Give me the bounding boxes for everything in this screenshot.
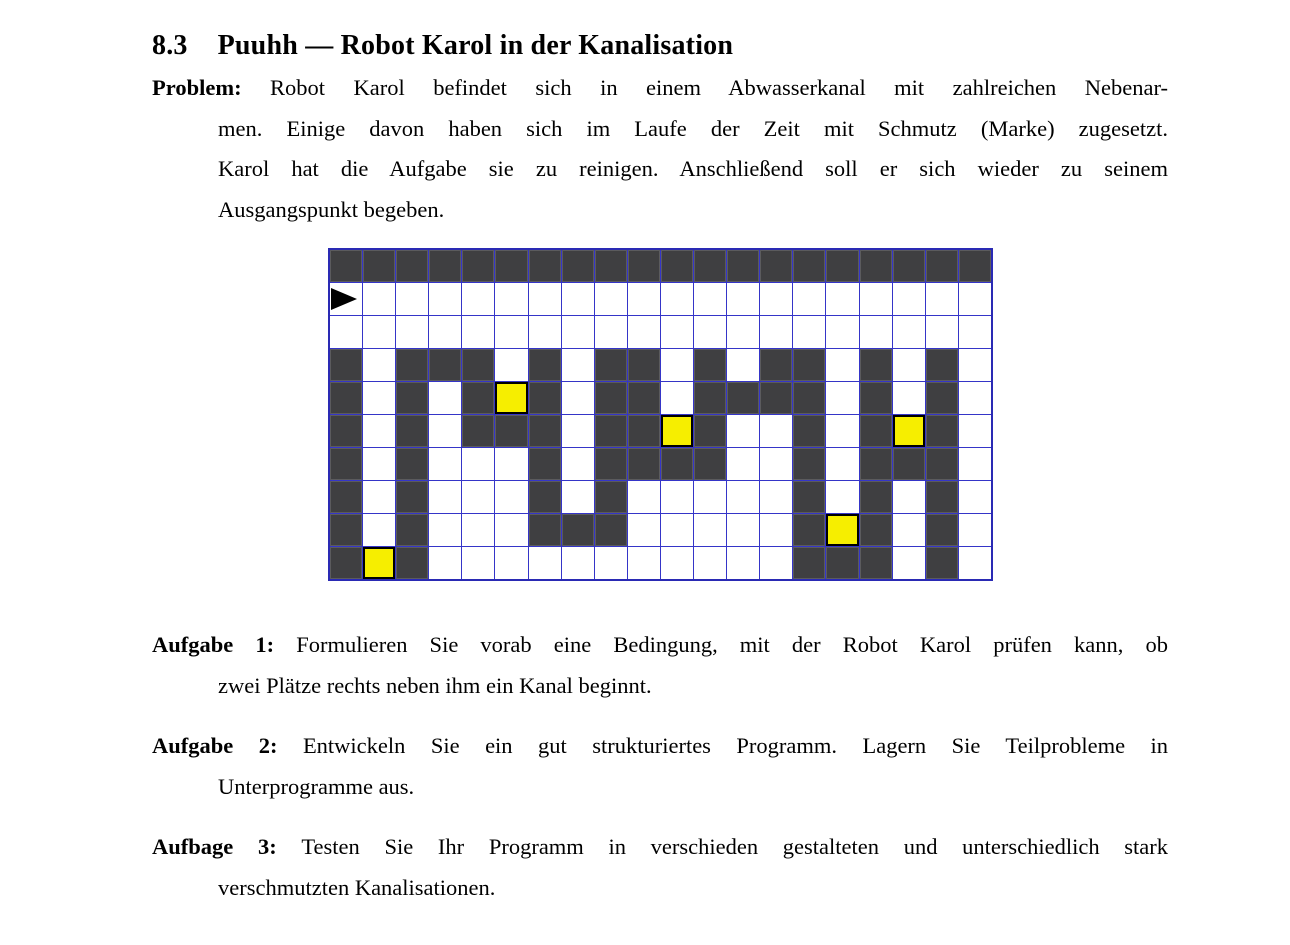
free-cell	[628, 547, 660, 579]
free-cell	[826, 316, 858, 348]
free-cell	[628, 283, 660, 315]
free-cell	[694, 283, 726, 315]
wall-cell	[694, 250, 726, 282]
free-cell	[893, 382, 925, 414]
task-3-line-2: verschmutzten Kanalisationen.	[218, 874, 496, 900]
wall-cell	[595, 382, 627, 414]
free-cell	[495, 283, 527, 315]
free-cell	[727, 481, 759, 513]
free-cell	[330, 316, 362, 348]
free-cell	[727, 514, 759, 546]
wall-cell	[595, 448, 627, 480]
free-cell	[727, 547, 759, 579]
free-cell	[826, 481, 858, 513]
free-cell	[893, 316, 925, 348]
free-cell	[495, 547, 527, 579]
task-2-label: Aufgabe 2:	[152, 733, 278, 758]
free-cell	[661, 514, 693, 546]
task-1-paragraph	[152, 625, 1168, 706]
wall-cell	[893, 250, 925, 282]
free-cell	[826, 382, 858, 414]
free-cell	[495, 514, 527, 546]
free-cell	[694, 514, 726, 546]
wall-cell	[529, 448, 561, 480]
wall-cell	[628, 349, 660, 381]
free-cell	[562, 448, 594, 480]
wall-cell	[462, 415, 494, 447]
task-2-paragraph	[152, 726, 1168, 807]
karol-world-grid	[328, 248, 993, 581]
wall-cell	[595, 481, 627, 513]
wall-cell	[893, 448, 925, 480]
problem-line-4: Ausgangspunkt begeben.	[218, 196, 445, 222]
wall-cell	[793, 481, 825, 513]
free-cell	[727, 448, 759, 480]
free-cell	[694, 316, 726, 348]
wall-cell	[396, 250, 428, 282]
wall-cell	[396, 547, 428, 579]
task-1-line-2: zwei Plätze rechts neben ihm ein Kanal beginnt.	[218, 672, 652, 698]
wall-cell	[727, 250, 759, 282]
free-cell	[363, 415, 395, 447]
free-cell	[959, 547, 991, 579]
mark-cell	[826, 514, 858, 546]
free-cell	[429, 415, 461, 447]
free-cell	[562, 382, 594, 414]
mark-cell	[661, 415, 693, 447]
free-cell	[462, 481, 494, 513]
wall-cell	[628, 382, 660, 414]
free-cell	[860, 316, 892, 348]
free-cell	[495, 448, 527, 480]
free-cell	[495, 316, 527, 348]
wall-cell	[860, 349, 892, 381]
free-cell	[661, 349, 693, 381]
wall-cell	[595, 415, 627, 447]
wall-cell	[793, 415, 825, 447]
free-cell	[429, 316, 461, 348]
free-cell	[760, 283, 792, 315]
free-cell	[529, 283, 561, 315]
mark-cell	[893, 415, 925, 447]
wall-cell	[826, 547, 858, 579]
free-cell	[562, 481, 594, 513]
free-cell	[959, 349, 991, 381]
free-cell	[893, 283, 925, 315]
wall-cell	[793, 250, 825, 282]
wall-cell	[760, 250, 792, 282]
wall-cell	[396, 514, 428, 546]
wall-cell	[926, 250, 958, 282]
free-cell	[926, 316, 958, 348]
wall-cell	[860, 415, 892, 447]
free-cell	[826, 283, 858, 315]
free-cell	[760, 547, 792, 579]
free-cell	[727, 283, 759, 315]
free-cell	[363, 514, 395, 546]
free-cell	[628, 514, 660, 546]
free-cell	[595, 547, 627, 579]
problem-label: Problem:	[152, 75, 242, 100]
wall-cell	[926, 547, 958, 579]
wall-cell	[529, 415, 561, 447]
free-cell	[595, 316, 627, 348]
wall-cell	[926, 514, 958, 546]
free-cell	[694, 547, 726, 579]
free-cell	[893, 349, 925, 381]
wall-cell	[529, 250, 561, 282]
free-cell	[529, 316, 561, 348]
problem-line-2: men. Einige davon haben sich im Laufe der Zeit mit Schmutz (Marke) zugesetzt.	[218, 115, 1168, 141]
task-2-text-1: Entwickeln Sie ein gut strukturiertes Programm. Lagern Sie Teilprobleme in	[302, 733, 1169, 758]
free-cell	[462, 283, 494, 315]
free-cell	[959, 448, 991, 480]
free-cell	[793, 283, 825, 315]
free-cell	[363, 316, 395, 348]
wall-cell	[330, 382, 362, 414]
wall-cell	[694, 349, 726, 381]
free-cell	[959, 481, 991, 513]
free-cell	[760, 448, 792, 480]
wall-cell	[562, 250, 594, 282]
task-1-line-1	[152, 625, 1168, 666]
wall-cell	[860, 448, 892, 480]
free-cell	[661, 547, 693, 579]
free-cell	[363, 481, 395, 513]
free-cell	[495, 481, 527, 513]
wall-cell	[330, 448, 362, 480]
wall-cell	[727, 382, 759, 414]
free-cell	[926, 283, 958, 315]
free-cell	[462, 316, 494, 348]
free-cell	[760, 481, 792, 513]
free-cell	[661, 382, 693, 414]
free-cell	[429, 448, 461, 480]
free-cell	[727, 316, 759, 348]
task-3-line-1	[152, 827, 1168, 868]
wall-cell	[495, 415, 527, 447]
wall-cell	[396, 349, 428, 381]
wall-cell	[860, 250, 892, 282]
task-3-paragraph	[152, 827, 1168, 908]
task-2-line-2: Unterprogramme aus.	[218, 773, 415, 799]
wall-cell	[694, 448, 726, 480]
wall-cell	[429, 250, 461, 282]
wall-cell	[628, 250, 660, 282]
wall-cell	[694, 382, 726, 414]
free-cell	[661, 316, 693, 348]
free-cell	[429, 481, 461, 513]
wall-cell	[330, 415, 362, 447]
wall-cell	[926, 448, 958, 480]
free-cell	[363, 448, 395, 480]
wall-cell	[330, 514, 362, 546]
free-cell	[363, 283, 395, 315]
wall-cell	[628, 415, 660, 447]
free-cell	[793, 316, 825, 348]
free-cell	[661, 283, 693, 315]
wall-cell	[860, 382, 892, 414]
free-cell	[363, 349, 395, 381]
free-cell	[363, 382, 395, 414]
wall-cell	[462, 250, 494, 282]
free-cell	[694, 481, 726, 513]
problem-line-1	[152, 68, 1168, 109]
wall-cell	[396, 448, 428, 480]
wall-cell	[860, 514, 892, 546]
wall-cell	[926, 481, 958, 513]
task-1-text-1: Formulieren Sie vorab eine Bedingung, mit der Robot Karol prüfen kann, ob	[296, 632, 1169, 657]
wall-cell	[462, 349, 494, 381]
free-cell	[826, 349, 858, 381]
wall-cell	[429, 349, 461, 381]
wall-cell	[529, 514, 561, 546]
free-cell	[760, 316, 792, 348]
section-title: Puuhh — Robot Karol in der Kanalisation	[217, 29, 734, 61]
free-cell	[826, 448, 858, 480]
wall-cell	[760, 382, 792, 414]
free-cell	[462, 547, 494, 579]
wall-cell	[694, 415, 726, 447]
free-cell	[462, 448, 494, 480]
problem-paragraph	[152, 68, 1168, 230]
free-cell	[661, 481, 693, 513]
free-cell	[959, 283, 991, 315]
free-cell	[760, 514, 792, 546]
free-cell	[562, 316, 594, 348]
free-cell	[396, 283, 428, 315]
wall-cell	[529, 382, 561, 414]
wall-cell	[396, 481, 428, 513]
problem-text-1: Robot Karol befindet sich in einem Abwasserkanal mit zahlreichen Nebenar-	[270, 75, 1169, 100]
mark-cell	[363, 547, 395, 579]
free-cell	[727, 349, 759, 381]
robot-triangle-icon	[331, 288, 357, 310]
wall-cell	[595, 349, 627, 381]
free-cell	[628, 316, 660, 348]
wall-cell	[860, 481, 892, 513]
free-cell	[562, 349, 594, 381]
free-cell	[495, 349, 527, 381]
wall-cell	[926, 349, 958, 381]
task-3-text-1: Testen Sie Ihr Programm in verschieden gestalteten und unterschiedlich stark	[301, 834, 1168, 859]
mark-cell	[495, 382, 527, 414]
wall-cell	[926, 382, 958, 414]
free-cell	[529, 547, 561, 579]
wall-cell	[661, 250, 693, 282]
wall-cell	[926, 415, 958, 447]
wall-cell	[330, 349, 362, 381]
free-cell	[462, 514, 494, 546]
free-cell	[429, 514, 461, 546]
wall-cell	[396, 415, 428, 447]
wall-cell	[826, 250, 858, 282]
free-cell	[727, 415, 759, 447]
free-cell	[429, 283, 461, 315]
free-cell	[429, 382, 461, 414]
free-cell	[595, 283, 627, 315]
wall-cell	[793, 349, 825, 381]
free-cell	[959, 415, 991, 447]
wall-cell	[793, 448, 825, 480]
free-cell	[562, 415, 594, 447]
free-cell	[860, 283, 892, 315]
wall-cell	[529, 481, 561, 513]
wall-cell	[495, 250, 527, 282]
task-1-label: Aufgabe 1:	[152, 632, 275, 657]
free-cell	[893, 481, 925, 513]
wall-cell	[396, 382, 428, 414]
free-cell	[562, 547, 594, 579]
task-3-label: Aufbage 3:	[152, 834, 277, 859]
wall-cell	[793, 382, 825, 414]
wall-cell	[628, 448, 660, 480]
free-cell	[826, 415, 858, 447]
free-cell	[959, 514, 991, 546]
free-cell	[959, 382, 991, 414]
wall-cell	[330, 547, 362, 579]
wall-cell	[330, 481, 362, 513]
section-heading	[152, 30, 1168, 62]
wall-cell	[462, 382, 494, 414]
free-cell	[893, 547, 925, 579]
wall-cell	[793, 514, 825, 546]
free-cell	[893, 514, 925, 546]
wall-cell	[562, 514, 594, 546]
section-number: 8.3	[152, 29, 188, 61]
wall-cell	[363, 250, 395, 282]
free-cell	[429, 547, 461, 579]
wall-cell	[793, 547, 825, 579]
free-cell	[959, 316, 991, 348]
problem-line-3: Karol hat die Aufgabe sie zu reinigen. Anschließend soll er sich wieder zu seinem	[218, 156, 1168, 181]
wall-cell	[760, 349, 792, 381]
free-cell	[396, 316, 428, 348]
free-cell	[562, 283, 594, 315]
wall-cell	[529, 349, 561, 381]
wall-cell	[860, 547, 892, 579]
wall-cell	[595, 250, 627, 282]
wall-cell	[330, 250, 362, 282]
wall-cell	[959, 250, 991, 282]
robot-cell	[330, 283, 362, 315]
wall-cell	[595, 514, 627, 546]
wall-cell	[661, 448, 693, 480]
free-cell	[628, 481, 660, 513]
free-cell	[760, 415, 792, 447]
task-2-line-1	[152, 726, 1168, 767]
